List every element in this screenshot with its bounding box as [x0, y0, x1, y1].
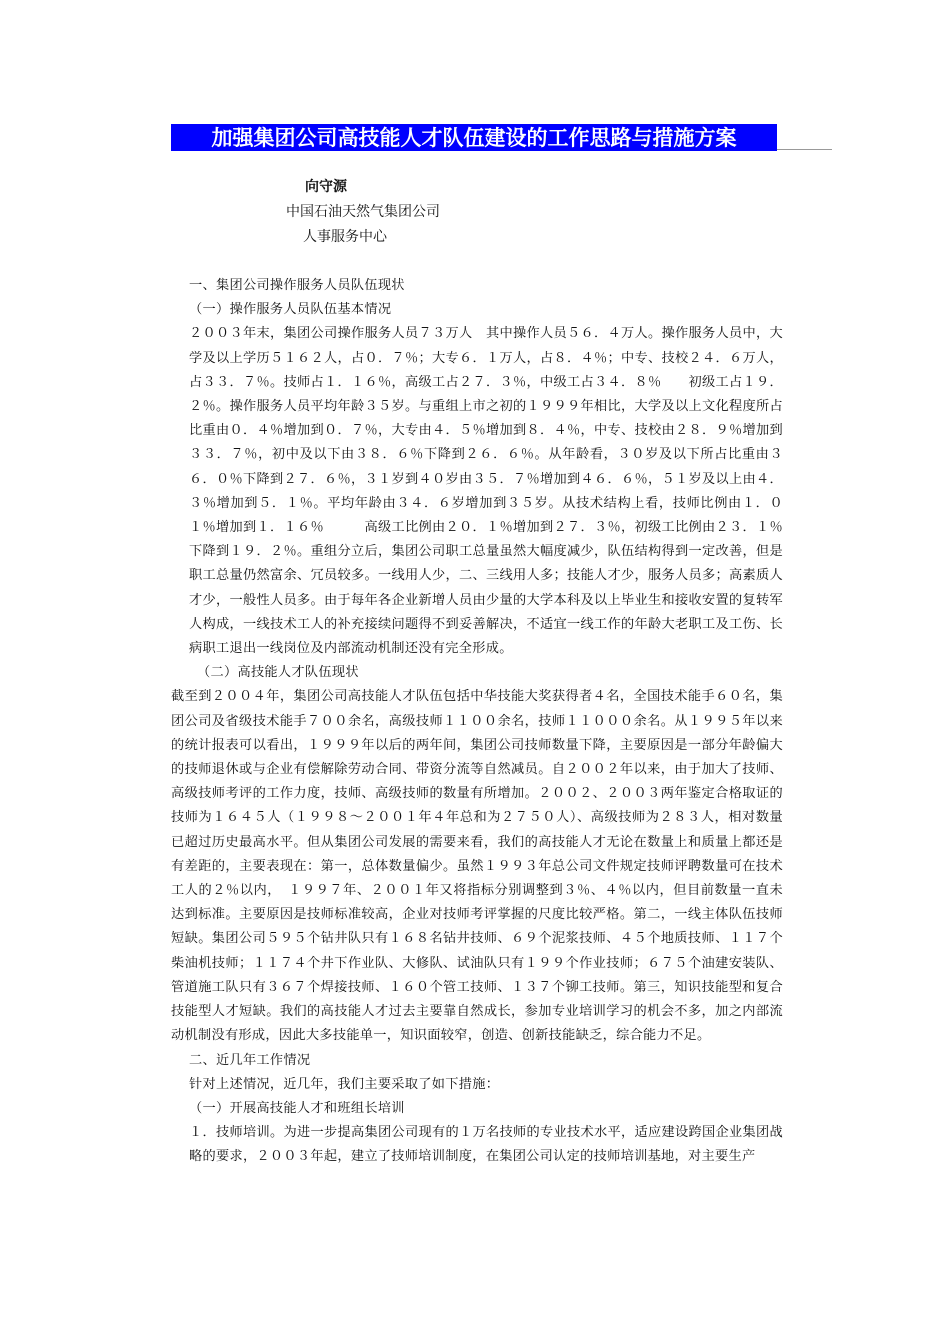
subsection-heading-2-1: （一）开展高技能人才和班组长培训 — [189, 1100, 405, 1116]
paragraph-1: ２００３年末，集团公司操作服务人员７３万人 其中操作人员５６．４万人。操作服务人员中，大学及以上学历５１６２人，占０．７％；大专６．１万人，占８．４％；中专、技校２４．６万人，占３３．７％。技师占１．１６％，高级工占２７．３％，中级工占３４．８％ 初级工占１９．２％。操作服务人员平均年龄３５岁。与重组上市之初的１９９９年相比，大学及以上文化程度所占比重由０．４％增加到０．７％，大专由４．５％增加到８．４％，中专、技校由２８．９％增加到３３．７％，初中及以下由３８．６％下降到２６．６％。从年龄看，３０岁及以下所占比重由３６．０％下降到２７．６％，３１岁到４０岁由３５．７％增加到４６．６％，５１岁及以上由４．３％增加到５．１％。平均年龄由３４．６岁增加到３５岁。从技术结构上看，技师比例由１．０１％增加到１．１６％ 高级工比例由２０．１％增加到２７．３％，初级工比例由２３．１％下降到１９．２％。重组分立后，集团公司职工总量虽然大幅度减少，队伍结构得到一定改善，但是职工总量仍然富余、冗员较多。一线用人少，二、三线用人多；技能人才少，服务人员多；高素质人才少，一般性人员多。由于每年各企业新增人员由少量的大学本科及以上毕业生和接收安置的复转军人构成，一线技术工人的补充接续问题得不到妥善解决，不适宜一线工作的年龄大老职工及工伤、长病职工退出一线岗位及内部流动机制还没有完全形成。 — [189, 326, 783, 657]
author-department: 人事服务中心 — [303, 229, 387, 245]
section-heading-1: 一、集团公司操作服务人员队伍现状 — [189, 278, 405, 293]
subsection-heading-1-2: （二）高技能人才队伍现状 — [197, 665, 359, 681]
section-heading-2: 二、近几年工作情况 — [189, 1052, 311, 1068]
subsection-heading-1-1: （一）操作服务人员队伍基本情况 — [189, 302, 392, 318]
document-title: 加强集团公司高技能人才队伍建设的工作思路与措施方案 — [171, 124, 777, 151]
paragraph-3: 针对上述情况，近几年，我们主要采取了如下措施： — [189, 1076, 500, 1092]
author-organization: 中国石油天然气集团公司 — [286, 204, 440, 220]
document-body — [171, 274, 783, 1170]
title-rule — [777, 149, 832, 150]
paragraph-4: １．技师培训。为进一步提高集团公司现有的１万名技师的专业技术水平，适应建设跨国企业集团战略的要求，２００３年起，建立了技师培训制度，在集团公司认定的技师培训基地，对主要生产 — [189, 1125, 783, 1165]
author-name: 向守源 — [305, 179, 347, 195]
paragraph-2: 截至到２００４年，集团公司高技能人才队伍包括中华技能大奖获得者４名，全国技术能手６０名，集团公司及省级技术能手７００余名，高级技师１１００余名，技师１１０００余名。从１９９５年以来的统计报表可以看出，１９９９年以后的两年间，集团公司技师数量下降，主要原因是一部分年龄偏大的技师退休或与企业有偿解除劳动合同、带资分流等自然减员。自２００２年以来，由于加大了技师、高级技师考评的工作力度，技师、高级技师的数量有所增加。２００２、２００３两年鉴定合格取证的技师为１６４５人（１９９８～２００１年４年总和为２７５０人）、高级技师为２８３人，相对数量已超过历史最高水平。但从集团公司发展的需要来看，我们的高技能人才无论在数量上和质量上都还是有差距的，主要表现在：第一，总体数量偏少。虽然１９９３年总公司文件规定技师评聘数量可在技术工人的２％以内， １９９７年、２００１年又将指标分别调整到３％、４％以内，但目前数量一直未达到标准。主要原因是技师标准较高，企业对技师考评掌握的尺度比较严格。第二，一线主体队伍技师短缺。集团公司５９５个钻井队只有１６８名钻井技师、６９个泥浆技师、４５个地质技师、１１７个柴油机技师；１１７４个井下作业队、大修队、试油队只有１９９个作业技师；６７５个油建安装队、管道施工队只有３６７个焊接技师、１６０个管工技师、１３７个铆工技师。第三，知识技能型和复合技能型人才短缺。我们的高技能人才过去主要靠自然成长，参加专业培训学习的机会不多，加之内部流动机制没有形成，因此大多技能单一，知识面较窄，创造、创新技能缺乏，综合能力不足。 — [171, 689, 783, 1044]
